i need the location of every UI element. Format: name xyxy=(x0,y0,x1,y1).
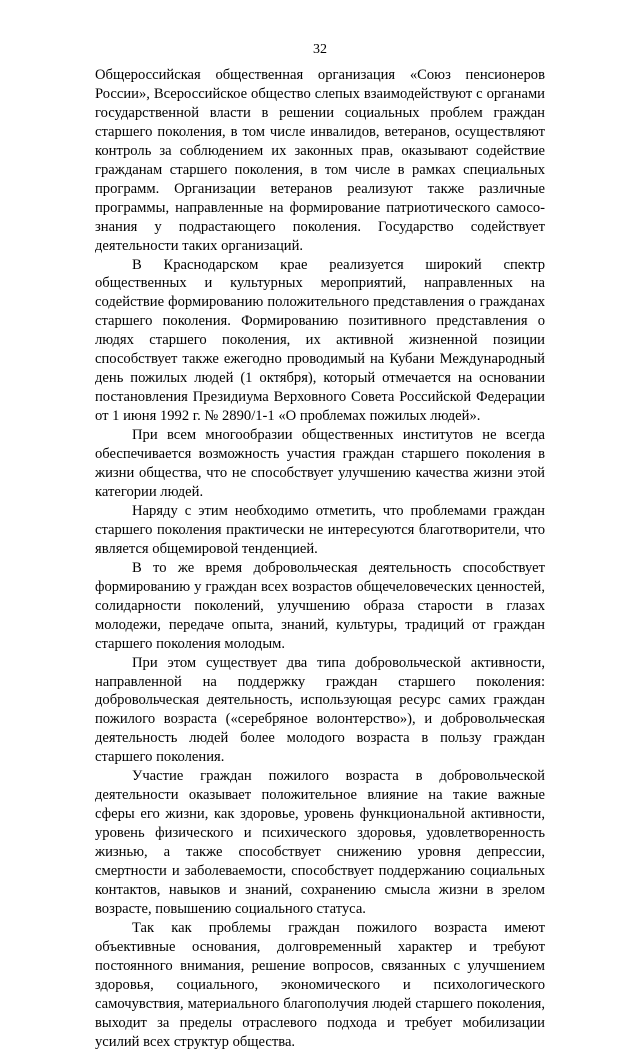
paragraph-2: В Краснодарском крае реализуется широкий спектр общественных и культурных мероприятий, направленных на содействие формированию положительного представления о гражданах старшего поколения. Формированию позитивного представления о людях старшего поколения, их активной жизненной позиции способствует также ежегодно проводимый на Кубани Международный день пожилых людей (1 октября), который отмечается на основании постановления Президиума Верховного Совета Российской Федерации от 1 июня 1992 г. № 2890/1-1 «О проблемах пожилых людей». xyxy=(95,256,545,425)
paragraph-3: При всем многообразии общественных институтов не всегда обеспечивается возможность участия граждан старшего поколения в жизни общества, что не способствует улучшению качества жизни этой категории людей. xyxy=(95,427,545,500)
paragraph-8: Так как проблемы граждан пожилого возраста имеют объективные основания, долговременный характер и требуют постоянного внимания, решение вопросов, связанных с улучшением здоровья, социального, экономического и психологического самочувствия, материального благополучия людей старшего поколения, выходит за пределы отраслевого подхода и требует мобилизации усилий всех структур общества. xyxy=(95,919,545,1050)
document-body xyxy=(95,66,545,1052)
paragraph-6: При этом существует два типа добровольческой активности, направленной на поддержку граждан старшего поколения: добровольческая деятельность, использующая ресурс самих граждан пожилого возраста («серебряное волонтерство»), и добровольческая деятельность людей более молодого возраста в пользу граждан старшего поколения. xyxy=(95,654,545,766)
paragraph-1: Общероссийская общественная организация «Союз пенсионеров России», Всероссийское общество слепых взаимодействуют с органами государственной власти в решении социальных проблем граждан старшего поколения, в том числе инвалидов, ветеранов, осуществляют контроль за соблюдением их законных прав, оказывают содействие гражданам старшего поколения, в том числе в рамках специальных программ. Организации ветеранов реализуют также различные программы, направленные на формирование патриотического самосознания у подрастающего поколения. Государство содействует деятельности таких организаций. xyxy=(95,67,545,254)
paragraph-5: В то же время добровольческая деятельность способствует формированию у граждан всех возрастов общечеловеческих ценностей, солидарности поколений, улучшению образа старости в глазах молодежи, передаче опыта, знаний, культуры, традиций от граждан старшего поколения молодым. xyxy=(95,559,545,652)
paragraph-4: Наряду с этим необходимо отметить, что проблемами граждан старшего поколения практически не интересуются благотворители, что является общемировой тенденцией. xyxy=(95,502,545,557)
page-number: 32 xyxy=(313,42,327,57)
paragraph-7: Участие граждан пожилого возраста в добровольческой деятельности оказывает положительное влияние на такие важные сферы его жизни, как здоровье, уровень функциональной активности, уровень физического и психического здоровья, удовлетворенность жизнью, а также способствует снижению уровня депрессии, смертности и заболеваемости, способствует поддержанию социальных контактов, навыков и знаний, сохранению смысла жизни в зрелом возрасте, повышению социального статуса. xyxy=(95,768,545,917)
